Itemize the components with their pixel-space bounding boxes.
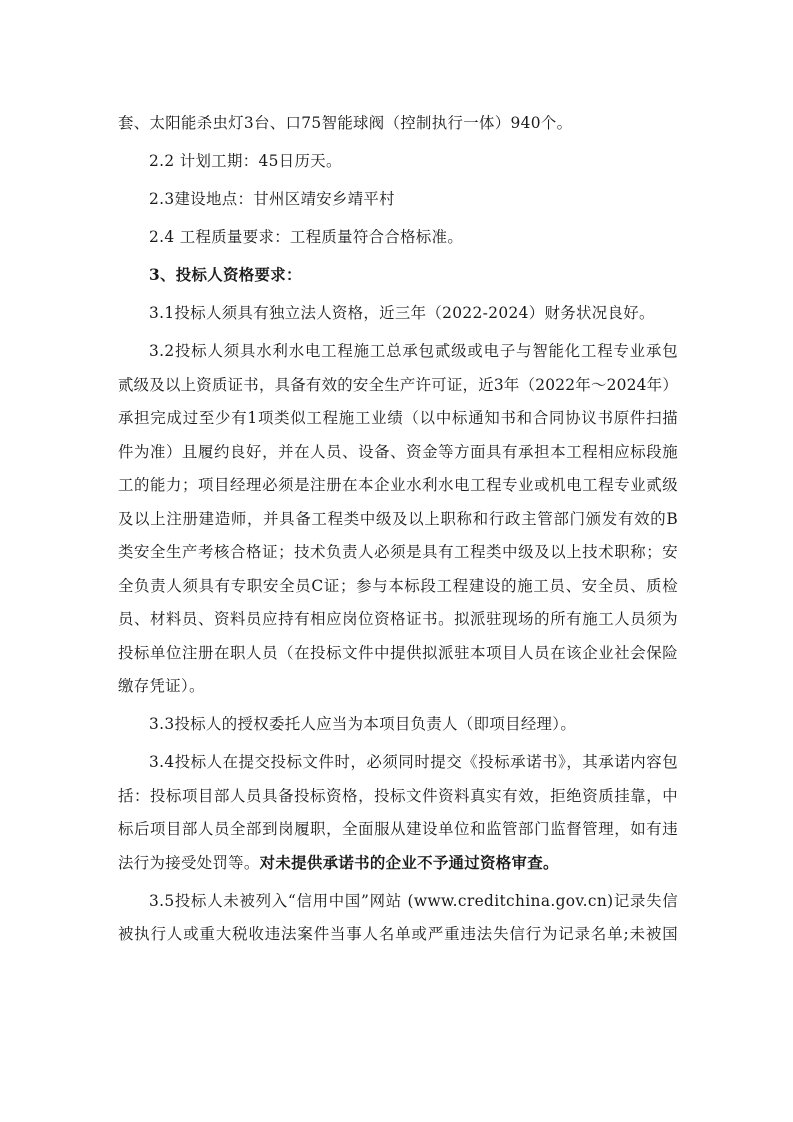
text-line-13: 类安全生产考核合格证；技术负责人必须是具有工程类中级及以上技术职称；安 — [118, 543, 678, 561]
text-line-18: 3.3投标人的授权委托人应当为本项目负责人（即项目经理）。 — [149, 715, 577, 733]
text-line-9: 承担完成过至少有1项类似工程施工业绩（以中标通知书和合同协议书原件扫描 — [118, 409, 678, 427]
text-line-14: 全负责人须具有专职安全员C证；参与本标段工程建设的施工员、安全员、质检 — [118, 576, 678, 595]
text-line-6: 3.1投标人须具有独立法人资格，近三年（2022-2024）财务状况良好。 — [149, 304, 655, 322]
text-line-21: 标后项目部人员全部到岗履职，全面服从建设单位和监管部门监督管理，如有违 — [118, 820, 678, 838]
text-line-3: 2.3建设地点：甘州区靖安乡靖平村 — [149, 190, 395, 208]
text-line-10: 件为准）且履约良好，并在人员、设备、资金等方面具有承担本工程相应标段施 — [118, 442, 678, 461]
text-line-15: 员、材料员、资料员应持有相应岗位资格证书。拟派驻现场的所有施工人员须为 — [118, 610, 678, 628]
text-line-8: 贰级及以上资质证书，具备有效的安全生产许可证，近3年（2022年～2024年） — [118, 375, 678, 394]
section-heading-qualifications: 3、投标人资格要求： — [149, 266, 302, 284]
text-line-24: 被执行人或重大税收违法案件当事人名单或严重违法失信行为记录名单;未被国 — [118, 925, 678, 943]
document-page — [118, 107, 678, 952]
text-line-2: 2.2 计划工期：45日历天。 — [149, 152, 342, 170]
text-line-23: 3.5投标人未被列入“信用中国”网站 (www.creditchina.gov.cn)记录失信 — [149, 891, 678, 910]
text-line-11: 工的能力；项目经理必须是注册在本企业水利水电工程专业或机电工程专业贰级 — [118, 476, 678, 494]
text-line-1: 套、太阳能杀虫灯3台、口75智能球阀（控制执行一体）940个。 — [118, 114, 573, 132]
text-line-16: 投标单位注册在职人员（在投标文件中提供拟派驻本项目人员在该企业社会保险 — [118, 643, 678, 662]
text-line-22-normal: 法行为接受处罚等。 — [118, 853, 260, 872]
text-line-7: 3.2投标人须具水利水电工程施工总承包贰级或电子与智能化工程专业承包 — [149, 342, 678, 360]
text-line-12: 及以上注册建造师，并具备工程类中级及以上职称和行政主管部门颁发有效的B — [118, 509, 678, 528]
text-line-19: 3.4投标人在提交投标文件时，必须同时提交《投标承诺书》，其承诺内容包 — [149, 753, 678, 771]
text-line-22 — [118, 847, 678, 881]
text-line-4: 2.4 工程质量要求：工程质量符合合格标准。 — [149, 228, 464, 246]
text-line-17: 缴存凭证）。 — [118, 677, 205, 695]
text-line-20: 括：投标项目部人员具备投标资格，投标文件资料真实有效，拒绝资质挂靠，中 — [118, 786, 678, 805]
bold-requirement-statement: 对未提供承诺书的企业不予通过资格审查。 — [259, 853, 559, 872]
